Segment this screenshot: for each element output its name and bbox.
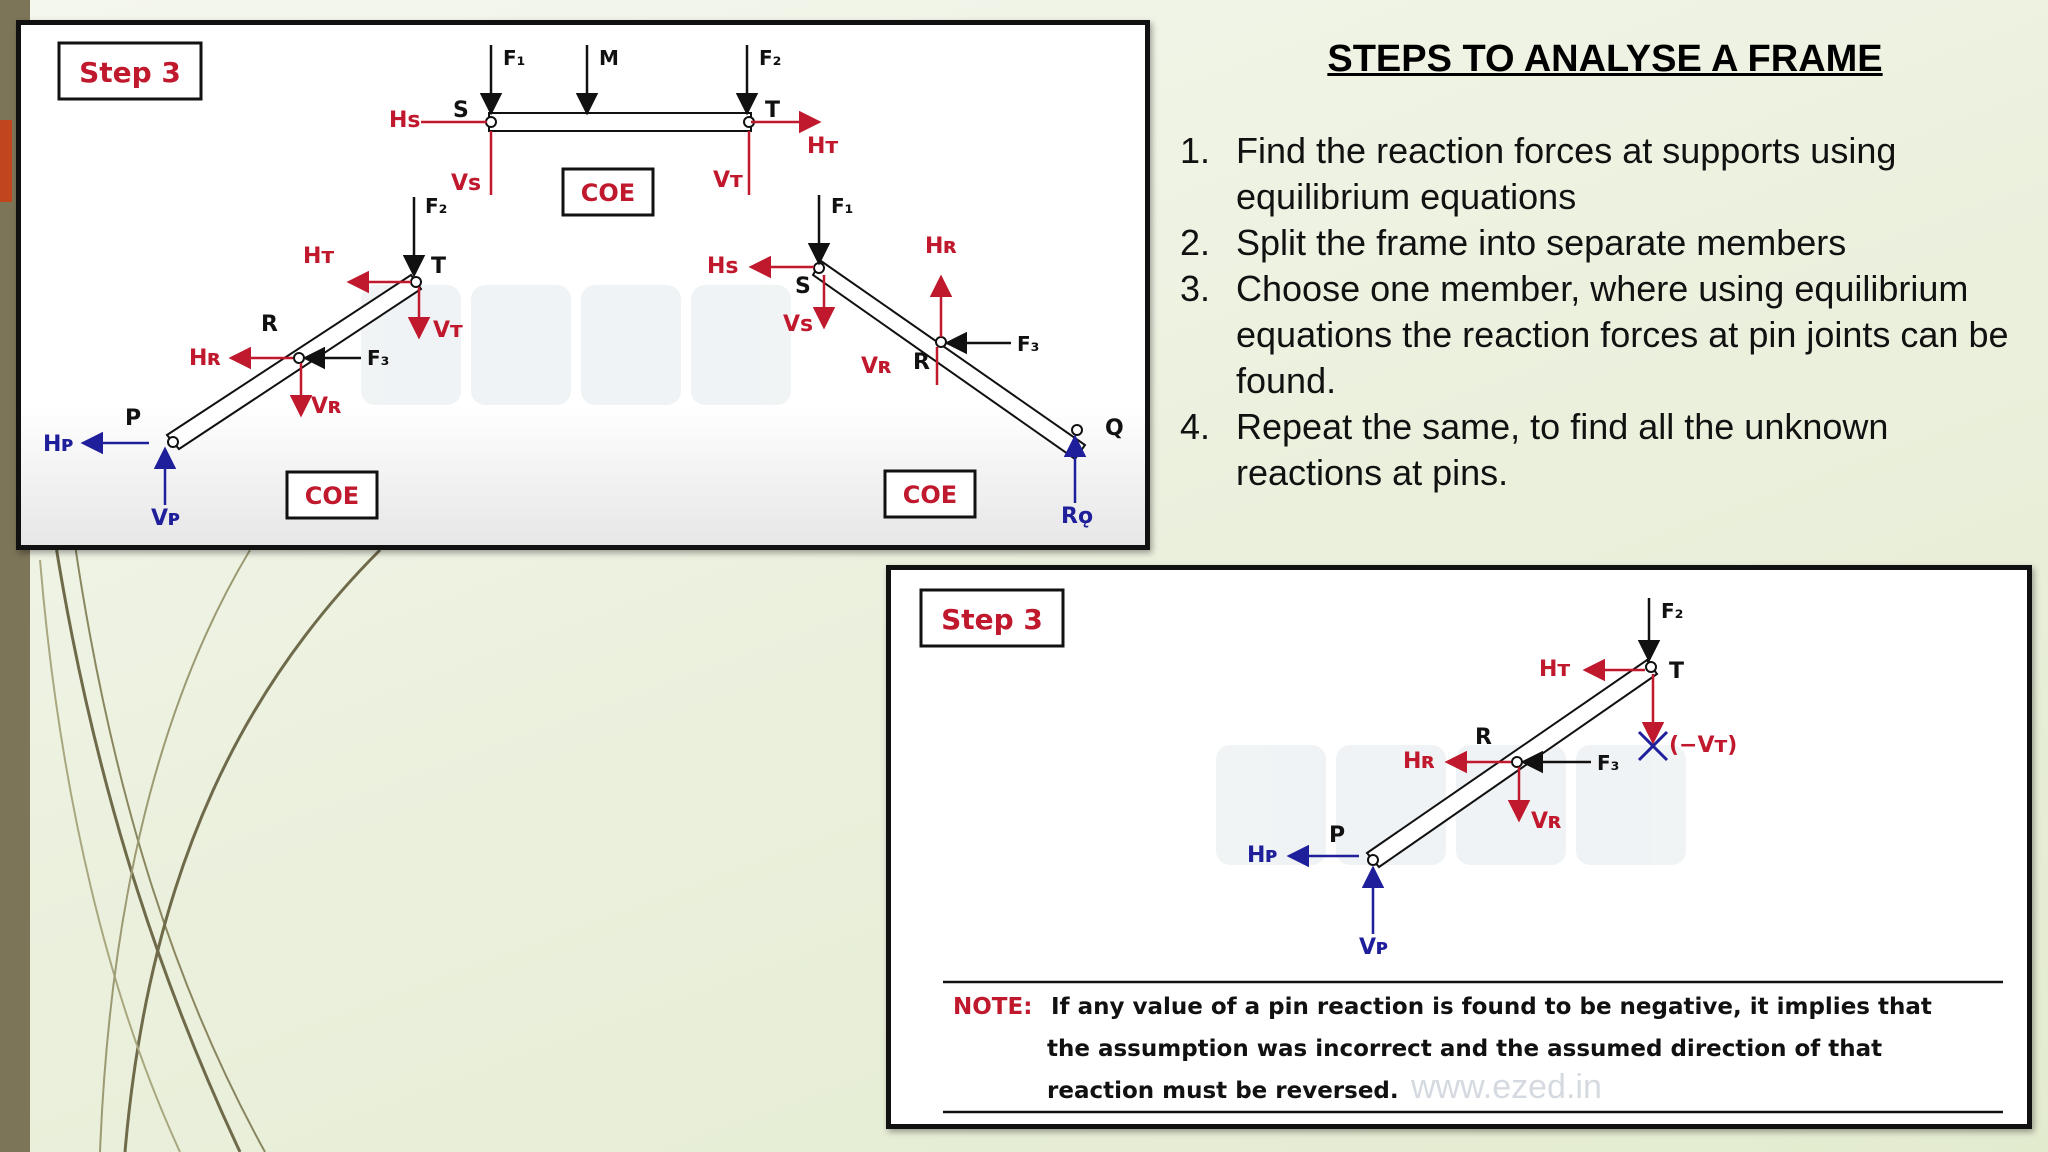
label-F3-left: F₃ xyxy=(367,346,390,370)
label-VR-2: Vʀ xyxy=(1531,809,1563,834)
label-VS: Vs xyxy=(451,171,482,196)
label-F2-left: F₂ xyxy=(425,194,448,218)
label-VR-left: Vʀ xyxy=(311,394,343,419)
step-item: 1. Find the reaction forces at supports using equilibrium equations xyxy=(1180,130,1897,217)
pin-R-left xyxy=(294,353,304,363)
label-HS-right: Hs xyxy=(707,254,739,279)
label-F2: F₂ xyxy=(759,46,782,70)
label-VS-right: Vs xyxy=(783,312,814,337)
label-VR-right: Vʀ xyxy=(861,354,893,379)
step-text: Choose one member, where using equilibrium equations the reaction forces at pin joints can be found. xyxy=(1236,268,2009,401)
label-VT-left: Vт xyxy=(433,318,463,343)
member-ST xyxy=(489,113,751,131)
label-negVT: (−Vт) xyxy=(1669,733,1738,758)
pin-S xyxy=(486,117,496,127)
label-HT-2: Hт xyxy=(1539,657,1571,682)
label-HP-2: Hᴘ xyxy=(1247,843,1278,868)
diagram-panel-free-body xyxy=(16,20,1150,550)
label-VP: Vᴘ xyxy=(151,506,181,531)
label-T: T xyxy=(765,98,781,123)
pin-P-2 xyxy=(1368,855,1378,865)
slide-title: STEPS TO ANALYSE A FRAME xyxy=(1327,38,1883,80)
label-F2-2: F₂ xyxy=(1661,599,1684,623)
label-VT: Vт xyxy=(713,168,743,193)
label-P: P xyxy=(125,406,142,431)
free-body-diagrams xyxy=(21,25,1145,545)
note-label: NOTE: xyxy=(953,994,1033,1020)
step-item: 2. Split the frame into separate members xyxy=(1180,222,1847,263)
coe-label-top: COE xyxy=(580,179,636,207)
note-line-1: If any value of a pin reaction is found to be negative, it implies that xyxy=(1051,994,1932,1020)
pin-T-left xyxy=(411,277,421,287)
label-T-2: T xyxy=(1669,659,1685,684)
label-S-right: S xyxy=(795,274,811,299)
label-Q: Q xyxy=(1105,416,1124,441)
label-T-left: T xyxy=(431,254,447,279)
step-text: Repeat the same, to find all the unknown reactions at pins. xyxy=(1236,406,1889,493)
label-P-2: P xyxy=(1329,823,1346,848)
coe-label-left: COE xyxy=(304,482,360,510)
note-line-2: the assumption was incorrect and the assumed direction of that xyxy=(1047,1036,1883,1062)
label-R-left: R xyxy=(261,312,278,337)
pin-R-2 xyxy=(1512,757,1522,767)
label-R-right: R xyxy=(913,350,930,375)
pin-S-right xyxy=(814,263,824,273)
label-F1-right: F₁ xyxy=(831,194,854,218)
coe-label-right: COE xyxy=(902,481,958,509)
member-PT-diagram xyxy=(891,570,2027,1124)
label-HT: Hт xyxy=(807,134,839,159)
step-text: Split the frame into separate members xyxy=(1236,222,1847,263)
label-M: M xyxy=(599,46,619,70)
label-HR-right: Hʀ xyxy=(925,234,958,259)
label-HP: Hᴘ xyxy=(43,432,74,457)
label-RQ: Rǫ xyxy=(1061,504,1094,529)
steps-list xyxy=(1180,128,2040,496)
label-F1: F₁ xyxy=(503,46,526,70)
step-text: Find the reaction forces at supports using equilibrium equations xyxy=(1236,130,1897,217)
pin-R-right xyxy=(936,337,946,347)
label-HR-left: Hʀ xyxy=(189,346,222,371)
label-VP-2: Vᴘ xyxy=(1359,935,1389,960)
label-F3-right: F₃ xyxy=(1017,332,1040,356)
pin-P xyxy=(168,437,178,447)
label-HR-2: Hʀ xyxy=(1403,749,1436,774)
step-label: Step 3 xyxy=(79,56,181,89)
label-HS: Hs xyxy=(389,108,421,133)
pin-T-2 xyxy=(1646,662,1656,672)
step-label-2: Step 3 xyxy=(941,603,1043,636)
label-R-2: R xyxy=(1475,725,1492,750)
diagram-panel-member-PT xyxy=(886,565,2032,1129)
pin-Q xyxy=(1072,425,1082,435)
label-S: S xyxy=(453,98,469,123)
watermark-text: www.ezed.in xyxy=(1411,1068,1602,1106)
step-item: 4. Repeat the same, to find all the unknown reactions at pins. xyxy=(1180,406,1889,493)
label-HT-left: Hт xyxy=(303,244,335,269)
label-F3-2: F₃ xyxy=(1597,751,1620,775)
step-item: 3. Choose one member, where using equilibrium equations the reaction forces at pin joints can be found. xyxy=(1180,268,2009,401)
note-line-3: reaction must be reversed. xyxy=(1047,1078,1399,1104)
